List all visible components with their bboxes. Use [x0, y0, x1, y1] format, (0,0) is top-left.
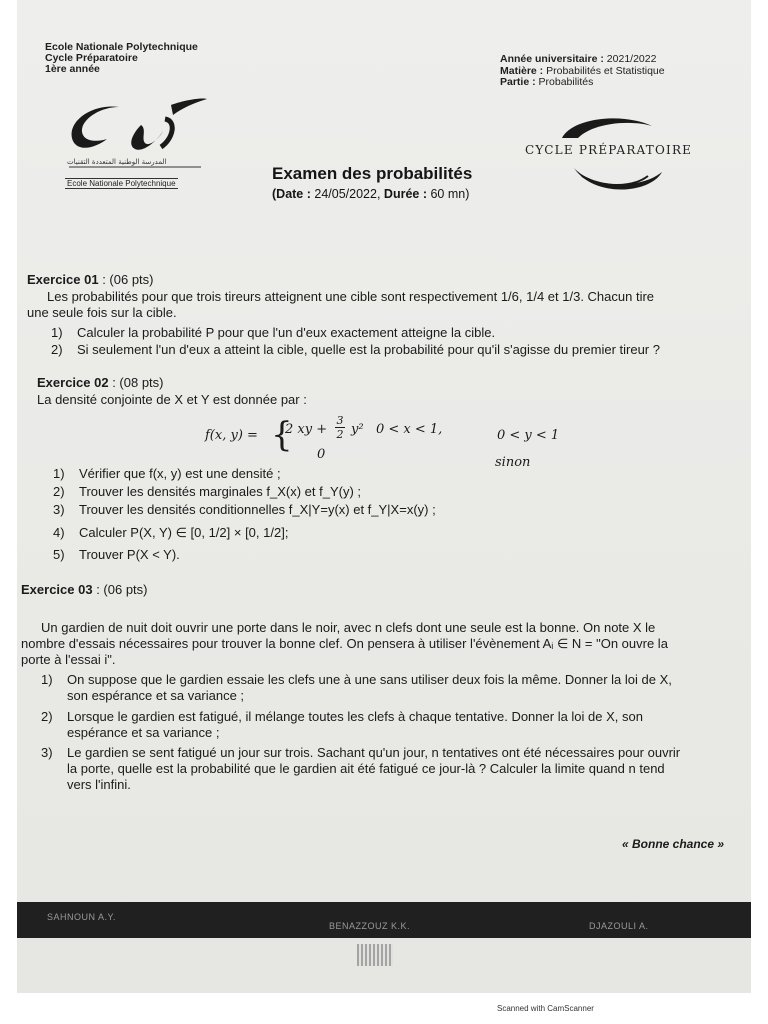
- footer-name-1: SAHNOUN A.Y.: [47, 912, 116, 922]
- footer-name-2: BENAZZOUZ K.K.: [329, 921, 411, 931]
- exercise-2-intro: La densité conjointe de X et Y est donnée par :: [37, 392, 307, 407]
- closing-note: « Bonne chance »: [622, 837, 725, 851]
- exercise-3-question-2: 2) Lorsque le gardien est fatigué, il mélange toutes les clefs à chaque tentative. Donner la loi de X, son espérance et sa variance ;: [41, 709, 643, 740]
- exam-sheet: [17, 0, 751, 993]
- part: Partie : Probabilités: [500, 76, 594, 88]
- stamp-mark: [357, 944, 393, 966]
- exercise-3-intro: Un gardien de nuit doit ouvrir une porte dans le noir, avec n clefs dont une seule est la bonne. On note X le nombre d'essais nécessaires pour trouver la bonne clef. On pensera à utiliser l'évènement Aᵢ ∈ N = "On ouvre la porte à l'essai i".: [21, 620, 668, 667]
- footer-name-3: DJAZOULI A.: [589, 921, 649, 931]
- exam-title: Examen des probabilités: [272, 164, 473, 183]
- exercise-2-question-4: 4) Calculer P(X, Y) ∈ [0, 1/2] × [0, 1/2];: [53, 525, 289, 540]
- course-info: [500, 54, 665, 89]
- exercise-2-question-1: 1) Vérifier que f(x, y) est une densité ;: [53, 466, 281, 481]
- signature-bar: [17, 902, 751, 938]
- subject: Matière : Probabilités et Statistique: [500, 64, 665, 77]
- academic-year: Année universitaire : 2021/2022: [500, 53, 657, 65]
- exercise-1-question-2: 2) Si seulement l'un d'eux a atteint la cible, quelle est la probabilité pour qu'il s'agisse du premier tireur ?: [51, 342, 660, 357]
- scanner-watermark: Scanned with CamScanner: [497, 1004, 594, 1013]
- year-level: 1ère année: [45, 63, 100, 75]
- exercise-1-title: Exercice 01 : (06 pts): [27, 272, 154, 287]
- exam-date-duration: (Date : 24/05/2022, Durée : 60 mn): [272, 187, 470, 201]
- school-header: [45, 42, 198, 75]
- exercise-1-intro: Les probabilités pour que trois tireurs atteignent une cible sont respectivement 1/6, 1/4 et 1/3. Chacun tire une seule fois sur la cible.: [27, 289, 655, 320]
- exercise-2-question-3: 3) Trouver les densités conditionnelles f_X|Y=y(x) et f_Y|X=x(y) ;: [53, 502, 436, 517]
- logo-arabic-text: المدرسة الوطنية المتعددة التقنيات: [67, 158, 167, 166]
- exercise-1-question-1: 1) Calculer la probabilité P pour que l'un d'eux exactement atteigne la cible.: [51, 325, 496, 340]
- logo-caption: Ecole Nationale Polytechnique: [67, 179, 176, 188]
- school-name: Ecole Nationale Polytechnique: [45, 41, 198, 53]
- exercise-3-question-1: 1) On suppose que le gardien essaie les clefs une à une sans utiliser deux fois la même. Donner la loi de X, son espérance et sa variance ;: [41, 672, 672, 703]
- exercise-3-title: Exercice 03 : (06 pts): [21, 582, 148, 597]
- exercise-2-question-2: 2) Trouver les densités marginales f_X(x) et f_Y(y) ;: [53, 484, 362, 499]
- exercise-3-question-3: 3) Le gardien se sent fatigué un jour sur trois. Sachant qu'un jour, n tentatives ont été nécessaires pour ouvrir la porte, quelle est la probabilité que le gardien ait été fatigué ce jour-là ? Calculer la limite quand n tend vers l'infini.: [41, 745, 681, 792]
- left-brace: {: [271, 415, 293, 455]
- joint-density-formula: f(x, y) = { 2 xy + 3 2 y² 0 < x < 1, 0 < y < 1 0 sinon: [205, 414, 560, 470]
- cycle-name: Cycle Préparatoire: [45, 52, 138, 64]
- exercise-2-question-5: 5) Trouver P(X < Y).: [53, 547, 180, 562]
- exercise-2-title: Exercice 02 : (08 pts): [37, 375, 164, 390]
- cycle-logo-text: CYCLE PRÉPARATOIRE: [525, 143, 693, 157]
